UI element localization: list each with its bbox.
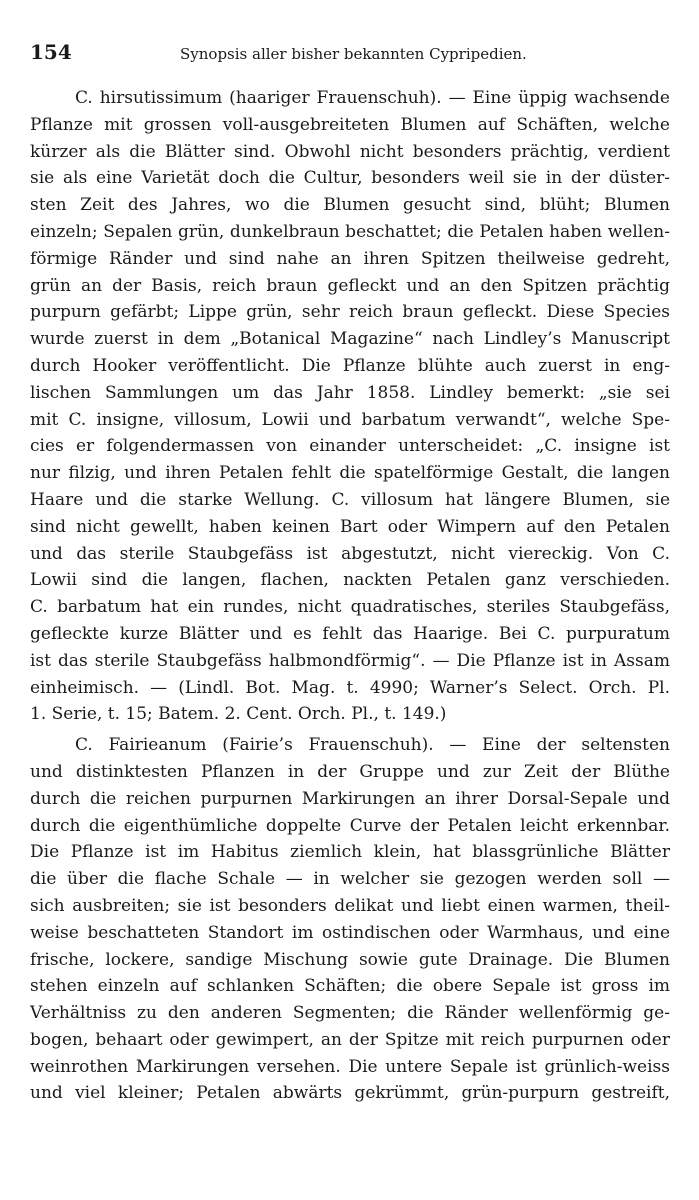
text-line: nur filzig, und ihren Petalen fehlt die spatelförmige Gestalt, die langen (30, 463, 670, 484)
text-line: cies er folgendermassen von einander unterscheidet: „C. insigne ist (30, 436, 670, 457)
text-line: kürzer als die Blätter sind. Obwohl nicht besonders prächtig, verdient (30, 141, 670, 162)
text-line: purpurn gefärbt; Lippe grün, sehr reich braun gefleckt. Diese Species (30, 302, 670, 323)
text-line: C. Fairieanum (Fairie’s Frauenschuh). — Eine der seltensten (75, 735, 670, 756)
text-line: Haare und die starke Wellung. C. villosum hat längere Blumen, sie (30, 489, 670, 510)
text-line: 1. Serie, t. 15; Batem. 2. Cent. Orch. Pl., t. 149.) (30, 704, 447, 725)
body-text (30, 85, 670, 1107)
text-line: lischen Sammlungen um das Jahr 1858. Lindley bemerkt: „sie sei (30, 382, 670, 403)
text-line: Die Pflanze ist im Habitus ziemlich klein, hat blassgrünliche Blätter (30, 842, 670, 863)
text-line: und das sterile Staubgefäss ist abgestutzt, nicht viereckig. Von C. (30, 543, 670, 564)
text-line: und distinktesten Pflanzen in der Gruppe und zur Zeit der Blüthe (30, 761, 670, 782)
paragraph-hirsutissimum (30, 85, 670, 728)
text-line: durch Hooker veröffentlicht. Die Pflanze blühte auch zuerst in eng- (30, 355, 670, 376)
page-number: 154 (30, 40, 72, 64)
running-head: Synopsis aller bisher bekannten Cypripedien. (180, 45, 527, 63)
text-line: mit C. insigne, villosum, Lowii und barbatum verwandt“, welche Spe- (30, 409, 670, 430)
text-line: durch die eigenthümliche doppelte Curve der Petalen leicht erkennbar. (30, 815, 670, 836)
text-line: einzeln; Sepalen grün, dunkelbraun beschattet; die Petalen haben wellen- (30, 221, 670, 242)
text-line: Lowii sind die langen, flachen, nackten Petalen ganz verschieden. (30, 570, 670, 591)
text-line: Verhältniss zu den anderen Segmenten; die Ränder wellenförmig ge- (30, 1003, 670, 1024)
text-line: förmige Ränder und sind nahe an ihren Spitzen theilweise gedreht, (30, 248, 670, 269)
text-line: C. hirsutissimum (haariger Frauenschuh). — Eine üppig wachsende (75, 88, 670, 108)
text-line: sich ausbreiten; sie ist besonders delikat und liebt einen warmen, theil- (30, 895, 670, 916)
text-line: sind nicht gewellt, haben keinen Bart oder Wimpern auf den Petalen (30, 516, 670, 537)
text-line: stehen einzeln auf schlanken Schäften; die obere Sepale ist gross im (30, 976, 670, 997)
text-line: die über die flache Schale — in welcher sie gezogen werden soll — (30, 869, 670, 890)
text-line: gefleckte kurze Blätter und es fehlt das Haarige. Bei C. purpuratum (30, 623, 670, 644)
text-line: durch die reichen purpurnen Markirungen an ihrer Dorsal-Sepale und (30, 788, 670, 809)
text-line: weise beschatteten Standort im ostindischen oder Warmhaus, und eine (30, 922, 670, 943)
text-line: und viel kleiner; Petalen abwärts gekrümmt, grün-purpurn gestreift, (30, 1083, 670, 1104)
text-line: bogen, behaart oder gewimpert, an der Spitze mit reich purpurnen oder (30, 1029, 670, 1050)
text-line: einheimisch. — (Lindl. Bot. Mag. t. 4990; Warner’s Select. Orch. Pl. (30, 677, 670, 698)
text-line: weinrothen Markirungen versehen. Die untere Sepale ist grünlich-weiss (30, 1056, 670, 1077)
text-line: C. barbatum hat ein rundes, nicht quadratisches, steriles Staubgefäss, (30, 597, 670, 618)
text-line: grün an der Basis, reich braun gefleckt und an den Spitzen prächtig (30, 275, 670, 296)
paragraph-fairieanum (30, 732, 670, 1107)
text-line: sten Zeit des Jahres, wo die Blumen gesucht sind, blüht; Blumen (30, 195, 670, 216)
text-line: sie als eine Varietät doch die Cultur, besonders weil sie in der düster- (30, 168, 670, 189)
text-line: ist das sterile Staubgefäss halbmondförmig“. — Die Pflanze ist in Assam (30, 650, 670, 671)
text-line: frische, lockere, sandige Mischung sowie gute Drainage. Die Blumen (30, 949, 670, 970)
text-line: Pflanze mit grossen voll-ausgebreiteten Blumen auf Schäften, welche (30, 114, 670, 135)
text-line: wurde zuerst in dem „Botanical Magazine“ nach Lindley’s Manuscript (30, 329, 670, 350)
page-header (30, 40, 670, 70)
